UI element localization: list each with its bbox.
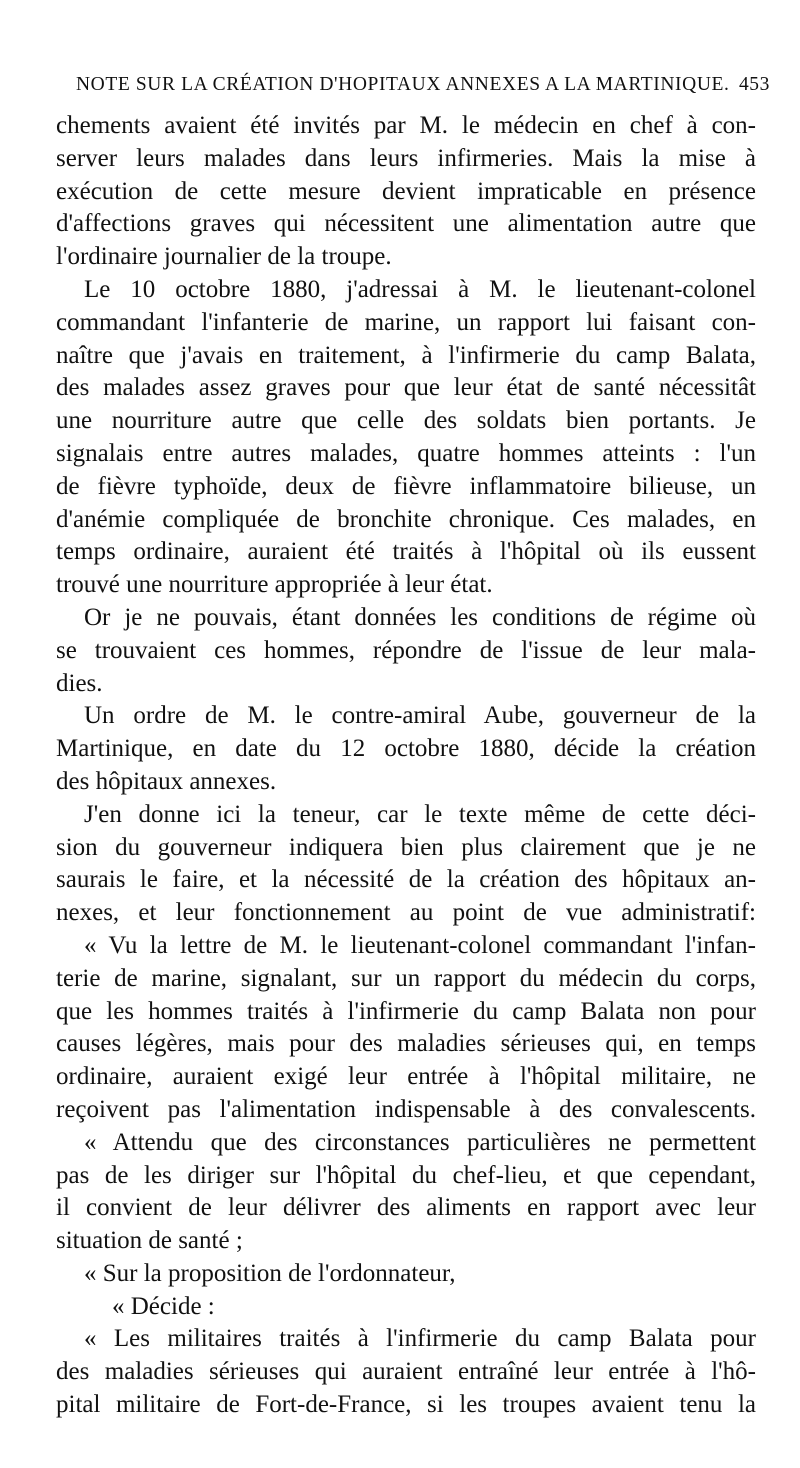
text-line: pas de les diriger sur l'hôpital du chef-lieu, et que cependant, [56, 1161, 756, 1189]
text-line: pital militaire de Fort-de-France, si les troupes avaient tenu la [56, 1391, 756, 1419]
text-line: des malades assez graves pour que leur état de santé nécessitât [56, 374, 756, 402]
text-line: l'ordinaire journalier de la troupe. [56, 243, 392, 271]
text-line: « Décide : [112, 1292, 215, 1320]
text-line: de fièvre typhoïde, deux de fièvre inflammatoire bilieuse, un [56, 472, 756, 500]
text-line: ordinaire, auraient exigé leur entrée à l'hôpital militaire, ne [56, 1063, 756, 1091]
running-header [76, 74, 770, 104]
text-line: des maladies sérieuses qui auraient entraîné leur entrée à l'hô- [56, 1358, 756, 1386]
text-line: d'affections graves qui nécessitent une alimentation autre que [56, 210, 756, 238]
text-line: exécution de cette mesure devient impraticable en présence [56, 177, 756, 205]
text-line: que les hommes traités à l'infirmerie du camp Balata non pour [56, 997, 756, 1025]
text-line: Le 10 octobre 1880, j'adressai à M. le lieutenant-colonel [84, 275, 756, 303]
text-line: Un ordre de M. le contre-amiral Aube, gouverneur de la [84, 702, 756, 730]
text-line: commandant l'infanterie de marine, un rapport lui faisant con- [56, 308, 756, 336]
text-line: « Vu la lettre de M. le lieutenant-colonel commandant l'infan- [84, 931, 756, 959]
text-line: server leurs malades dans leurs infirmeries. Mais la mise à [56, 144, 756, 172]
text-line: il convient de leur délivrer des aliments en rapport avec leur [56, 1194, 756, 1222]
text-line: « Sur la proposition de l'ordonnateur, [84, 1259, 456, 1287]
text-line: une nourriture autre que celle des soldats bien portants. Je [56, 407, 756, 435]
text-line: terie de marine, signalant, sur un rapport du médecin du corps, [56, 964, 756, 992]
text-line: causes légères, mais pour des maladies sérieuses qui, en temps [56, 1030, 756, 1058]
text-line: chements avaient été invités par M. le médecin en chef à con- [56, 112, 756, 139]
text-line: Or je ne pouvais, étant données les conditions de régime où [84, 603, 756, 631]
text-line: nexes, et leur fonctionnement au point de vue administratif: [56, 899, 756, 927]
text-line: saurais le faire, et la nécessité de la création des hôpitaux an- [56, 866, 756, 894]
text-line: « Attendu que des circonstances particulières ne permettent [84, 1128, 756, 1156]
text-line: sion du gouverneur indiquera bien plus clairement que je ne [56, 833, 756, 861]
text-line: Martinique, en date du 12 octobre 1880, décide la création [56, 735, 756, 763]
text-line: se trouvaient ces hommes, répondre de l'issue de leur mala- [56, 636, 756, 664]
text-line: dies. [56, 669, 103, 697]
text-line: reçoivent pas l'alimentation indispensable à des convalescents. [56, 1095, 756, 1123]
text-line: des hôpitaux annexes. [56, 767, 277, 795]
text-line: temps ordinaire, auraient été traités à l'hôpital où ils eussent [56, 538, 756, 566]
text-line: « Les militaires traités à l'infirmerie du camp Balata pour [84, 1325, 756, 1353]
body-text [56, 110, 756, 1422]
text-line: trouvé une nourriture appropriée à leur état. [56, 571, 493, 599]
text-line: signalais entre autres malades, quatre hommes atteints : l'un [56, 439, 756, 467]
text-line: situation de santé ; [56, 1227, 243, 1255]
page-number: 453 [738, 74, 770, 95]
text-line: naître que j'avais en traitement, à l'infirmerie du camp Balata, [56, 341, 756, 369]
text-line: d'anémie compliquée de bronchite chronique. Ces malades, en [56, 505, 756, 533]
text-line: J'en donne ici la teneur, car le texte même de cette déci- [84, 800, 756, 828]
running-title: NOTE SUR LA CRÉATION D'HOPITAUX ANNEXES A LA MARTINIQUE. [76, 74, 730, 95]
